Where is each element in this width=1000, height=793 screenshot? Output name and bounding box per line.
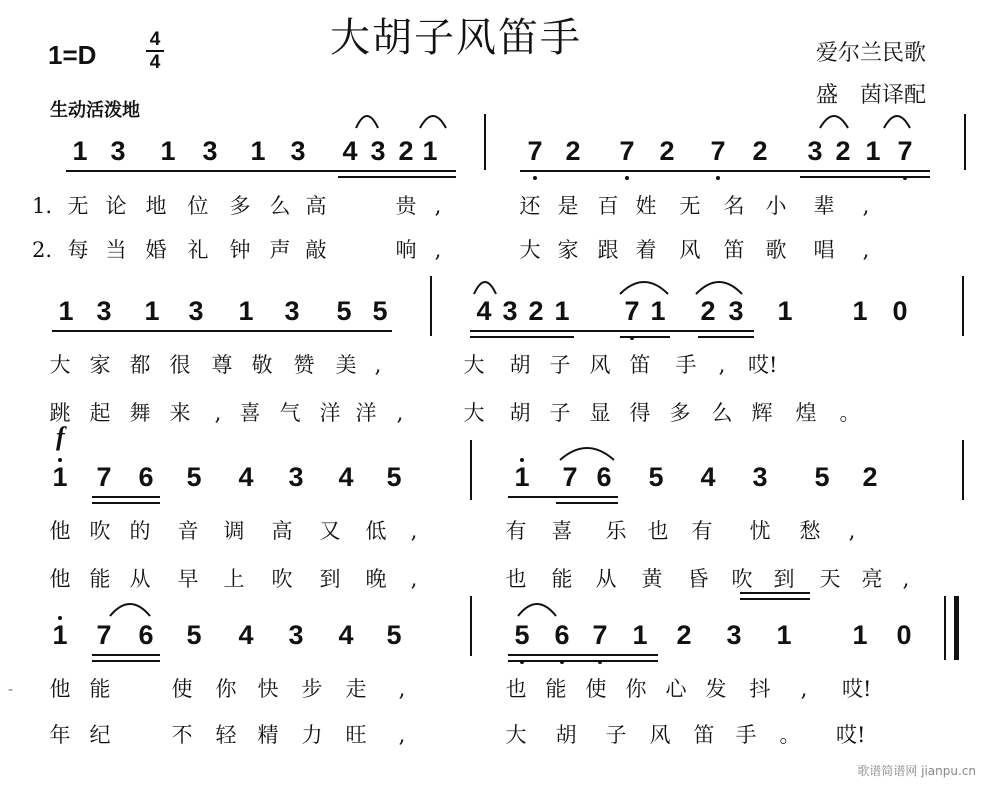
lyric-verse1: 尊 [211,353,233,377]
lyric-verse1: 抖 [749,677,771,701]
note: 1 [776,620,792,650]
note: 1 [554,296,570,326]
lyric-verse1: 无 [679,194,701,218]
lyric-verse2: , [398,723,406,747]
note: 7 [624,296,640,326]
note: 3 [728,296,744,326]
lyric-verse2: 年 [49,723,71,747]
time-numerator: 4 [149,29,161,50]
note: 1 [650,296,666,326]
lyric-verse1: 辈 [813,194,835,218]
lyric-verse2: 哎! [836,723,866,747]
lyric-verse2: 敲 [305,238,327,262]
lyric-verse2: , [214,401,222,425]
note: 3 [288,462,304,492]
lyric-verse1: 无 [67,194,89,218]
lyric-verse2: 礼 [187,238,209,262]
lyric-verse1: , [800,677,808,701]
lyric-verse1: 他 [49,677,71,701]
lyric-verse1: 快 [257,677,279,701]
note: 3 [96,296,112,326]
lyric-verse1: 子 [549,353,571,377]
lyric-verse2: 洋 [319,401,341,425]
lyric-verse2: 得 [629,401,651,425]
lyric-verse1: 美 [335,353,357,377]
lyric-verse1: 的 [129,519,151,543]
margin-tick: - [8,682,14,698]
lyric-verse2: , [396,401,404,425]
lyric-verse2: 2. [31,238,53,262]
lyric-verse2: 。 [839,401,861,425]
lyric-verse1: 能 [545,677,567,701]
lyric-verse1: 高 [271,519,293,543]
lyric-verse1: , [718,353,726,377]
lyric-verse2: 来 [169,401,191,425]
note: 1 [250,136,266,166]
note: 3 [290,136,306,166]
lyric-verse1: 大 [49,353,71,377]
lyric-verse1: 使 [171,677,193,701]
slur [518,604,556,616]
note: 7 [527,136,543,166]
note: 1 [514,462,530,492]
key-signature: 1=D [48,40,97,70]
note: 5 [336,296,352,326]
lyric-verse1: 家 [89,353,111,377]
time-denominator: 4 [149,52,161,73]
note: 7 [96,462,112,492]
lyric-verse2: , [410,567,418,591]
lyric-verse2: 跳 [49,401,71,425]
lyric-verse1: 贵 [395,194,417,218]
lyric-verse1: , [848,519,856,543]
note: 5 [386,462,402,492]
lyric-verse1: 吹 [89,519,111,543]
lyric-verse1: 姓 [635,194,657,218]
lyric-verse2: 笛 [723,238,745,262]
lyric-verse2: 黄 [641,567,663,591]
lyric-verse2: 大 [463,401,485,425]
lyric-verse1: 哎! [842,677,872,701]
lyric-verse2: 手 [735,723,757,747]
lyric-verse2: 煌 [795,401,817,425]
note: 3 [370,136,386,166]
lyric-verse2: 唱 [813,238,835,262]
lyric-verse2: 跟 [597,238,619,262]
note: 1 [52,620,68,650]
lyric-verse1: 地 [145,194,167,218]
note: 2 [565,136,581,166]
note: 7 [562,462,578,492]
note: 3 [288,620,304,650]
lyric-verse1: 调 [223,519,245,543]
lyric-verse2: 风 [679,238,701,262]
note: 4 [342,136,358,166]
origin-credit: 爱尔兰民歌 [816,41,927,66]
note: 4 [338,620,354,650]
lyric-verse2: 到 [319,567,341,591]
slur [356,116,378,128]
note: 5 [186,620,202,650]
lyric-verse1: 也 [647,519,669,543]
note: 5 [514,620,530,650]
note: 2 [528,296,544,326]
lyric-verse2: , [862,238,870,262]
lyric-verse1: 论 [105,194,127,218]
lyric-verse1: 名 [723,194,745,218]
lyric-verse2: 到 [773,567,795,591]
lyric-verse1: 1. [31,194,53,218]
lyric-verse1: 走 [345,677,367,701]
note: 1 [777,296,793,326]
lyric-verse1: 大 [463,353,485,377]
lyric-verse2: 旺 [345,723,367,747]
lyric-verse1: , [398,677,406,701]
lyric-verse1: , [374,353,382,377]
lyric-verse2: 他 [49,567,71,591]
note: 1 [72,136,88,166]
lyric-verse2: , [902,567,910,591]
lyric-verse1: 风 [589,353,611,377]
lyric-verse1: 愁 [799,519,821,543]
note: 1 [58,296,74,326]
note: 6 [138,462,154,492]
slur [820,116,848,128]
lyric-verse2: 子 [549,401,571,425]
lyric-verse2: 大 [505,723,527,747]
slur [474,282,496,294]
lyric-verse1: 音 [177,519,199,543]
note: 6 [138,620,154,650]
lyric-verse1: 胡 [509,353,531,377]
lyric-verse2: 吹 [271,567,293,591]
note: 5 [648,462,664,492]
note: 1 [852,620,868,650]
note: 5 [372,296,388,326]
lyric-verse2: 大 [519,238,541,262]
note: 7 [96,620,112,650]
lyric-verse1: 心 [665,677,687,701]
note: 1 [238,296,254,326]
note: 1 [852,296,868,326]
lyric-verse2: 早 [177,567,199,591]
note: 5 [814,462,830,492]
lyric-verse2: 风 [649,723,671,747]
note: 1 [52,462,68,492]
lyric-verse2: 胡 [509,401,531,425]
note: 1 [144,296,160,326]
lyric-verse1: 能 [89,677,111,701]
note: 5 [186,462,202,492]
note: 2 [700,296,716,326]
lyric-verse2: 气 [279,401,301,425]
lyric-verse2: 晚 [365,567,387,591]
lyric-verse2: 当 [105,238,127,262]
lyric-verse2: 洋 [355,401,377,425]
lyric-verse2: 声 [269,238,291,262]
lyric-verse2: , [434,238,442,262]
note: 3 [110,136,126,166]
lyric-verse2: 亮 [861,567,883,591]
lyric-verse1: 有 [691,519,713,543]
lyric-verse2: 从 [129,567,151,591]
note: 2 [835,136,851,166]
lyric-verse1: 哎! [748,353,778,377]
watermark: 歌谱简谱网 jianpu.cn [857,764,976,778]
dynamic-marking: f [56,422,65,451]
lyric-verse2: 纪 [89,723,111,747]
translator-credit: 盛 茵译配 [816,83,927,108]
note: 3 [726,620,742,650]
lyric-verse1: 赞 [293,353,315,377]
lyric-verse1: 也 [505,677,527,701]
lyric-verse2: 么 [711,401,733,425]
lyric-verse1: 笛 [629,353,651,377]
lyric-verse1: 还 [519,194,541,218]
lyric-verse2: 辉 [751,401,773,425]
note: 2 [659,136,675,166]
lyric-verse1: 低 [365,519,387,543]
lyric-verse2: 不 [171,723,193,747]
lyric-verse2: 精 [257,723,279,747]
lyric-verse2: 家 [557,238,579,262]
slur [420,116,446,128]
lyric-verse2: 轻 [215,723,237,747]
note: 4 [238,620,254,650]
lyric-verse2: 能 [89,567,111,591]
note: 7 [710,136,726,166]
note: 5 [386,620,402,650]
note: 7 [619,136,635,166]
lyric-verse2: 歌 [765,238,787,262]
note: 3 [202,136,218,166]
note: 4 [238,462,254,492]
lyric-verse1: 都 [129,353,151,377]
lyric-verse2: 每 [67,238,89,262]
note: 3 [752,462,768,492]
lyric-verse1: 是 [557,194,579,218]
lyric-verse1: 手 [675,353,697,377]
lyric-verse1: 步 [301,677,323,701]
lyric-verse2: 吹 [731,567,753,591]
lyric-verse1: 忧 [749,519,771,543]
note: 2 [862,462,878,492]
lyric-verse2: 。 [779,723,801,747]
note: 4 [476,296,492,326]
lyric-verse2: 舞 [129,401,151,425]
note: 3 [502,296,518,326]
lyric-verse1: 喜 [551,519,573,543]
lyric-verse2: 笛 [693,723,715,747]
lyric-verse1: 你 [215,677,237,701]
note: 3 [807,136,823,166]
slur [620,282,668,294]
lyric-verse2: 能 [551,567,573,591]
lyric-verse1: 他 [49,519,71,543]
note: 1 [422,136,438,166]
note: 2 [398,136,414,166]
lyric-verse2: 着 [635,238,657,262]
lyric-verse1: 敬 [251,353,273,377]
lyric-verse2: 上 [223,567,245,591]
note: 6 [554,620,570,650]
lyric-verse1: 多 [229,194,251,218]
lyric-verse2: 显 [589,401,611,425]
lyric-verse2: 昏 [687,567,709,591]
lyric-verse1: , [410,519,418,543]
slur [560,448,614,460]
note: 2 [676,620,692,650]
lyric-verse2: 钟 [229,238,251,262]
note: 2 [752,136,768,166]
lyric-verse2: 从 [595,567,617,591]
note: 1 [865,136,881,166]
lyric-verse1: 有 [505,519,527,543]
slur [110,604,150,616]
lyric-verse1: 又 [319,519,341,543]
song-title: 大胡子风笛手 [330,15,582,61]
note: 0 [892,296,908,326]
lyric-verse2: 喜 [239,401,261,425]
tempo-marking: 生动活泼地 [50,100,140,121]
lyric-verse2: 力 [301,723,323,747]
lyric-verse1: , [434,194,442,218]
note: 6 [596,462,612,492]
slur [696,282,742,294]
lyric-verse1: 位 [187,194,209,218]
lyric-verse1: 乐 [605,519,627,543]
lyric-verse1: 百 [597,194,619,218]
lyric-verse2: 多 [669,401,691,425]
note: 1 [160,136,176,166]
lyric-verse2: 子 [605,723,627,747]
lyric-verse2: 也 [505,567,527,591]
lyric-verse1: 小 [765,194,787,218]
note: 4 [700,462,716,492]
lyric-verse2: 婚 [145,238,167,262]
note: 3 [284,296,300,326]
lyric-verse1: 发 [705,677,727,701]
lyric-verse1: 么 [269,194,291,218]
slur [884,116,910,128]
lyric-verse1: 使 [585,677,607,701]
lyric-verse2: 响 [395,238,417,262]
note: 7 [897,136,913,166]
note: 7 [592,620,608,650]
note: 3 [188,296,204,326]
lyric-verse1: , [862,194,870,218]
note: 4 [338,462,354,492]
lyric-verse2: 胡 [555,723,577,747]
lyric-verse1: 你 [625,677,647,701]
note: 1 [632,620,648,650]
lyric-verse2: 天 [819,567,841,591]
lyric-verse2: 起 [89,401,111,425]
lyric-verse1: 很 [169,353,191,377]
note: 0 [896,620,912,650]
lyric-verse1: 高 [305,194,327,218]
